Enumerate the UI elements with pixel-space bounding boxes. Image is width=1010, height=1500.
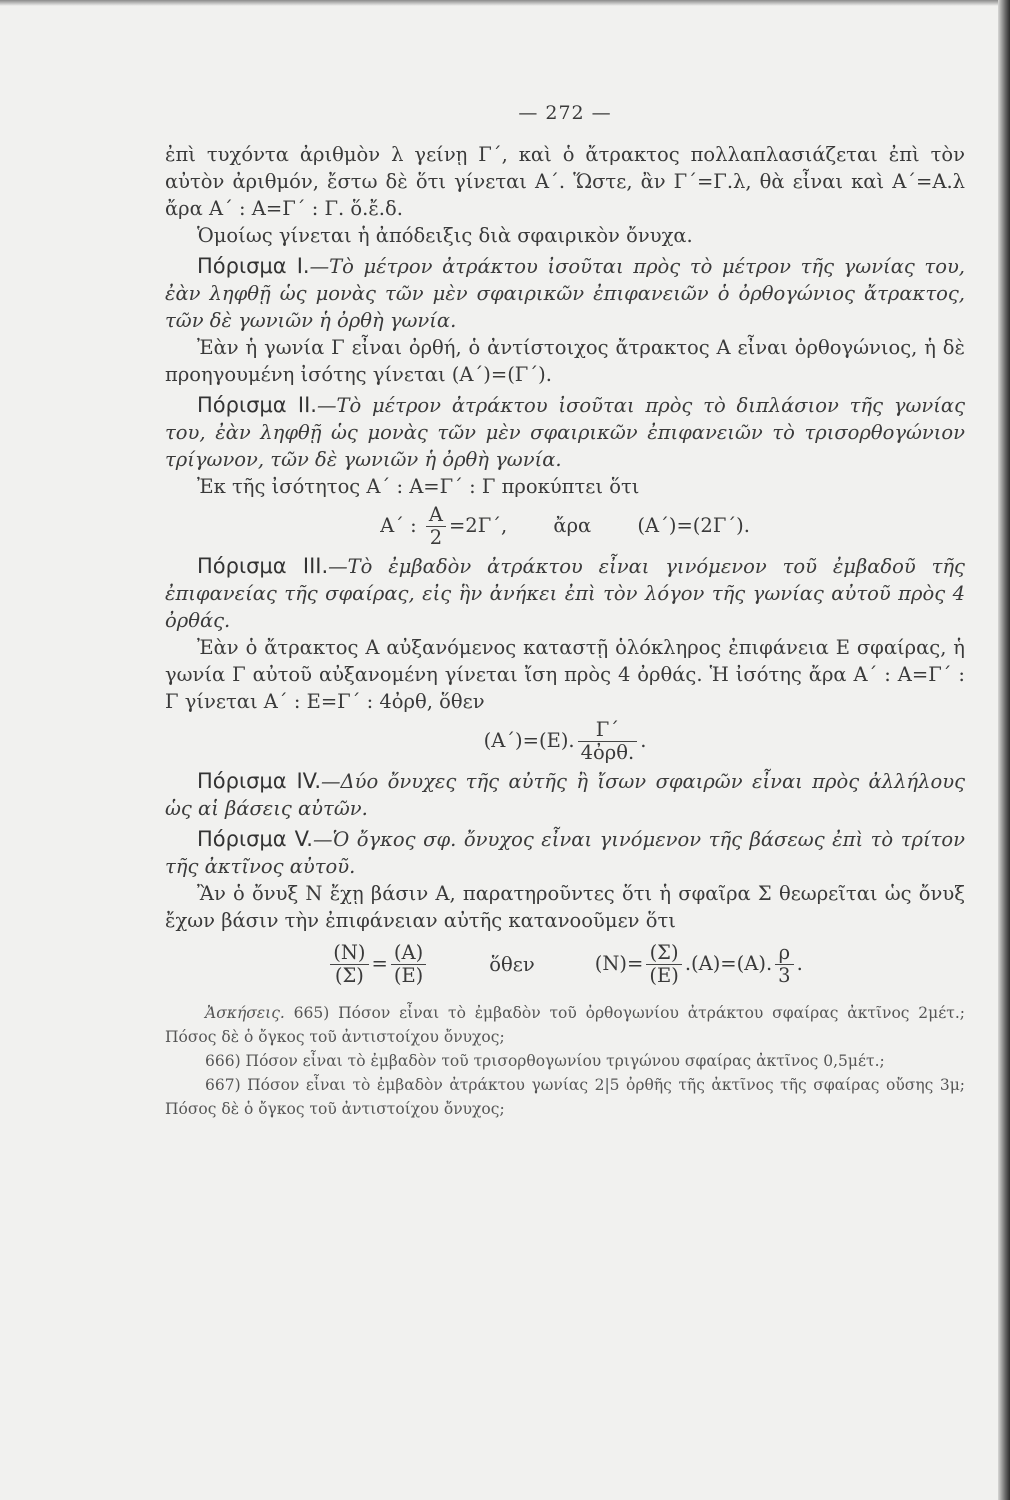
corollary-5	[165, 826, 965, 880]
exercise-666: 666) Πόσον εἶναι τὸ ἐμβαδὸν τοῦ τρισορθογωνίου τριγώνου σφαίρας ἀκτῖνος 0,5μέτ.;	[205, 1052, 885, 1070]
scan-top-edge	[0, 0, 1010, 6]
paragraph-continuation: ἐπὶ τυχόντα ἀριθμὸν λ γείνῃ Γ΄, καὶ ὁ ἄτρακτος πολλαπλασιάζεται ἐπὶ τὸν αὐτὸν ἀριθμόν, ἔστω δὲ ὅτι γίνεται Α΄. Ὥστε, ἂν Γ΄=Γ.λ, θὰ εἶναι καὶ Α΄=Α.λ ἄρα Α΄ : Α=Γ΄ : Γ. ὅ.ἔ.δ.	[165, 143, 965, 220]
equation-1-result: (Α΄)=(2Γ΄).	[637, 514, 750, 537]
paragraph-from-equality: Ἐκ τῆς ἰσότητος Α΄ : Α=Γ΄ : Γ προκύπτει ὅτι	[197, 475, 640, 498]
fraction-denominator: (Σ)	[334, 964, 364, 987]
equation-1-left: Α΄ :	[380, 514, 417, 537]
fraction-numerator: Γ΄	[578, 719, 638, 742]
exercises	[165, 1001, 965, 1121]
fraction-gamma-over-4-right	[578, 719, 638, 764]
exercise-665	[165, 1001, 965, 1049]
book-page	[165, 100, 965, 1121]
fraction-a-over-2	[426, 504, 446, 549]
paragraph-wedge-volume: Ἂν ὁ ὄνυξ Ν ἔχῃ βάσιν Α, παρατηροῦντες ὅτι ἡ σφαῖρα Σ θεωρεῖται ὡς ὄνυξ ἔχων βάσιν τὴν ἐπιφάνειαν αὐτῆς κατανοοῦμεν ὅτι	[165, 882, 965, 932]
corollary-1-text: —Τὸ μέτρον ἀτράκτου ἰσοῦται πρὸς τὸ μέτρον τῆς γωνίας του, ἐὰν ληφθῇ ὡς μονὰς τῶν μὲν σφαιρικῶν ἐπιφανειῶν ὁ ὀρθογώνιος ἄτρακτος, τῶν δὲ γωνιῶν ἡ ὀρθὴ γωνία.	[165, 255, 965, 332]
corollary-1	[165, 253, 965, 334]
exercise-667: 667) Πόσον εἶναι τὸ ἐμβαδὸν ἀτράκτου γωνίας 2|5 ὀρθῆς τῆς ἀκτῖνος τῆς σφαίρας οὔσης 3μ; Πόσος δὲ ὁ ὄγκος τοῦ ἀντιστοίχου ὄνυχος;	[165, 1076, 965, 1118]
fraction-numerator: (Σ)	[646, 942, 681, 965]
fraction-denominator: 2	[429, 526, 443, 549]
fraction-denominator: (Ε)	[393, 964, 424, 987]
corollary-5-text: —Ὁ ὄγκος σφ. ὄνυχος εἶναι γινόμενον τῆς βάσεως ἐπὶ τὸ τρίτον τῆς ἀκτῖνος αὐτοῦ.	[165, 828, 965, 878]
corollary-2-text: —Τὸ μέτρον ἀτράκτου ἰσοῦται πρὸς τὸ διπλάσιον τῆς γωνίας του, ἐὰν ληφθῇ ὡς μονὰς τῶν μὲν σφαιρικῶν ἐπιφανειῶν τὸ τρισορθογώνιον τρίγωνον, τῶν δὲ γωνιῶν ἡ ὀρθὴ γωνία.	[165, 394, 966, 471]
equation-3-result-left: (Ν)=	[594, 952, 644, 975]
fraction-denominator: 4ὀρθ.	[580, 741, 635, 764]
equation-3-result-mid: .(Α)=(Α).	[684, 952, 773, 975]
equation-1-right: =2Γ΄,	[448, 514, 508, 537]
fraction-rho-over-3	[775, 942, 793, 987]
paragraph-right-angle: Ἐὰν ἡ γωνία Γ εἶναι ὀρθή, ὁ ἀντίστοιχος ἄτρακτος Α εἶναι ὀρθογώνιος, ἡ δὲ προηγουμένη ἰσότης γίνεται (Α΄)=(Γ΄).	[165, 336, 965, 386]
paragraph-similar-proof: Ὁμοίως γίνεται ἡ ἀπόδειξις διὰ σφαιρικὸν ὄνυχα.	[197, 224, 693, 247]
fraction-sigma-over-e	[646, 942, 681, 987]
fraction-a-over-e	[391, 942, 426, 987]
paragraph-whole-sphere: Ἐὰν ὁ ἄτρακτος Α αὐξανόμενος καταστῇ ὁλόκληρος ἐπιφάνεια Ε σφαίρας, ἡ γωνία Γ αὐτοῦ αὐξανομένη γίνεται ἴση πρὸς 4 ὀρθάς. Ἡ ἰσότης ἄρα Α΄ : Α=Γ΄ : Γ γίνεται Α΄ : Ε=Γ΄ : 4ὀρθ, ὅθεν	[165, 636, 965, 713]
corollary-3-text: —Τὸ ἐμβαδὸν ἀτράκτου εἶναι γινόμενον τοῦ ἐμβαδοῦ τῆς ἐπιφανείας τῆς σφαίρας, εἰς ἣν ἀνήκει ἐπὶ τὸν λόγον τῆς γωνίας αὐτοῦ πρὸς 4 ὀρθάς.	[165, 555, 965, 632]
fraction-numerator: Α	[426, 504, 446, 527]
equation-3	[165, 942, 965, 987]
fraction-denominator: (Ε)	[649, 964, 679, 987]
fraction-numerator: (Ν)	[330, 942, 368, 965]
equation-2-left: (Α΄)=(Ε).	[483, 729, 575, 752]
equation-3-result	[595, 942, 803, 987]
fraction-numerator: (Α)	[391, 942, 426, 965]
fraction-n-over-sigma	[330, 942, 368, 987]
corollary-4-text: —Δύο ὄνυχες τῆς αὐτῆς ἢ ἴσων σφαιρῶν εἶναι πρὸς ἀλλήλους ὡς αἱ βάσεις αὐτῶν.	[165, 770, 965, 820]
scan-binding-edge	[998, 0, 1010, 1500]
corollary-2	[165, 392, 965, 473]
page-number: — 272 —	[518, 102, 612, 124]
exercises-label: Ἀσκήσεις.	[205, 1004, 285, 1022]
corollary-5-heading: Πόρισμα V.	[197, 827, 313, 851]
corollary-4	[165, 768, 965, 822]
corollary-1-heading: Πόρισμα Ι.	[197, 254, 310, 278]
corollary-4-heading: Πόρισμα ΙV.	[197, 769, 322, 793]
corollary-3	[165, 553, 965, 634]
fraction-numerator: ρ	[775, 942, 793, 965]
equation-3-othen: ὅθεν	[489, 953, 535, 976]
corollary-3-heading: Πόρισμα ΙΙΙ.	[197, 554, 329, 578]
equation-2	[165, 719, 965, 764]
equation-1-ara: ἄρα	[553, 514, 592, 537]
equation-3-result-end: .	[796, 952, 803, 975]
equals-sign: =	[371, 952, 388, 975]
equation-1	[165, 504, 965, 549]
equation-3-ratio	[327, 942, 429, 987]
exercise-665-text: 665) Πόσον εἶναι τὸ ἐμβαδὸν τοῦ ὀρθογωνίου ἀτράκτου σφαίρας ἀκτῖνος 2μέτ.; Πόσος δὲ ὁ ὄγκος τοῦ ἀντιστοίχου ὄνυχος;	[165, 1004, 965, 1046]
equation-2-end: .	[640, 729, 647, 752]
fraction-denominator: 3	[778, 964, 791, 987]
corollary-2-heading: Πόρισμα ΙΙ.	[197, 393, 317, 417]
